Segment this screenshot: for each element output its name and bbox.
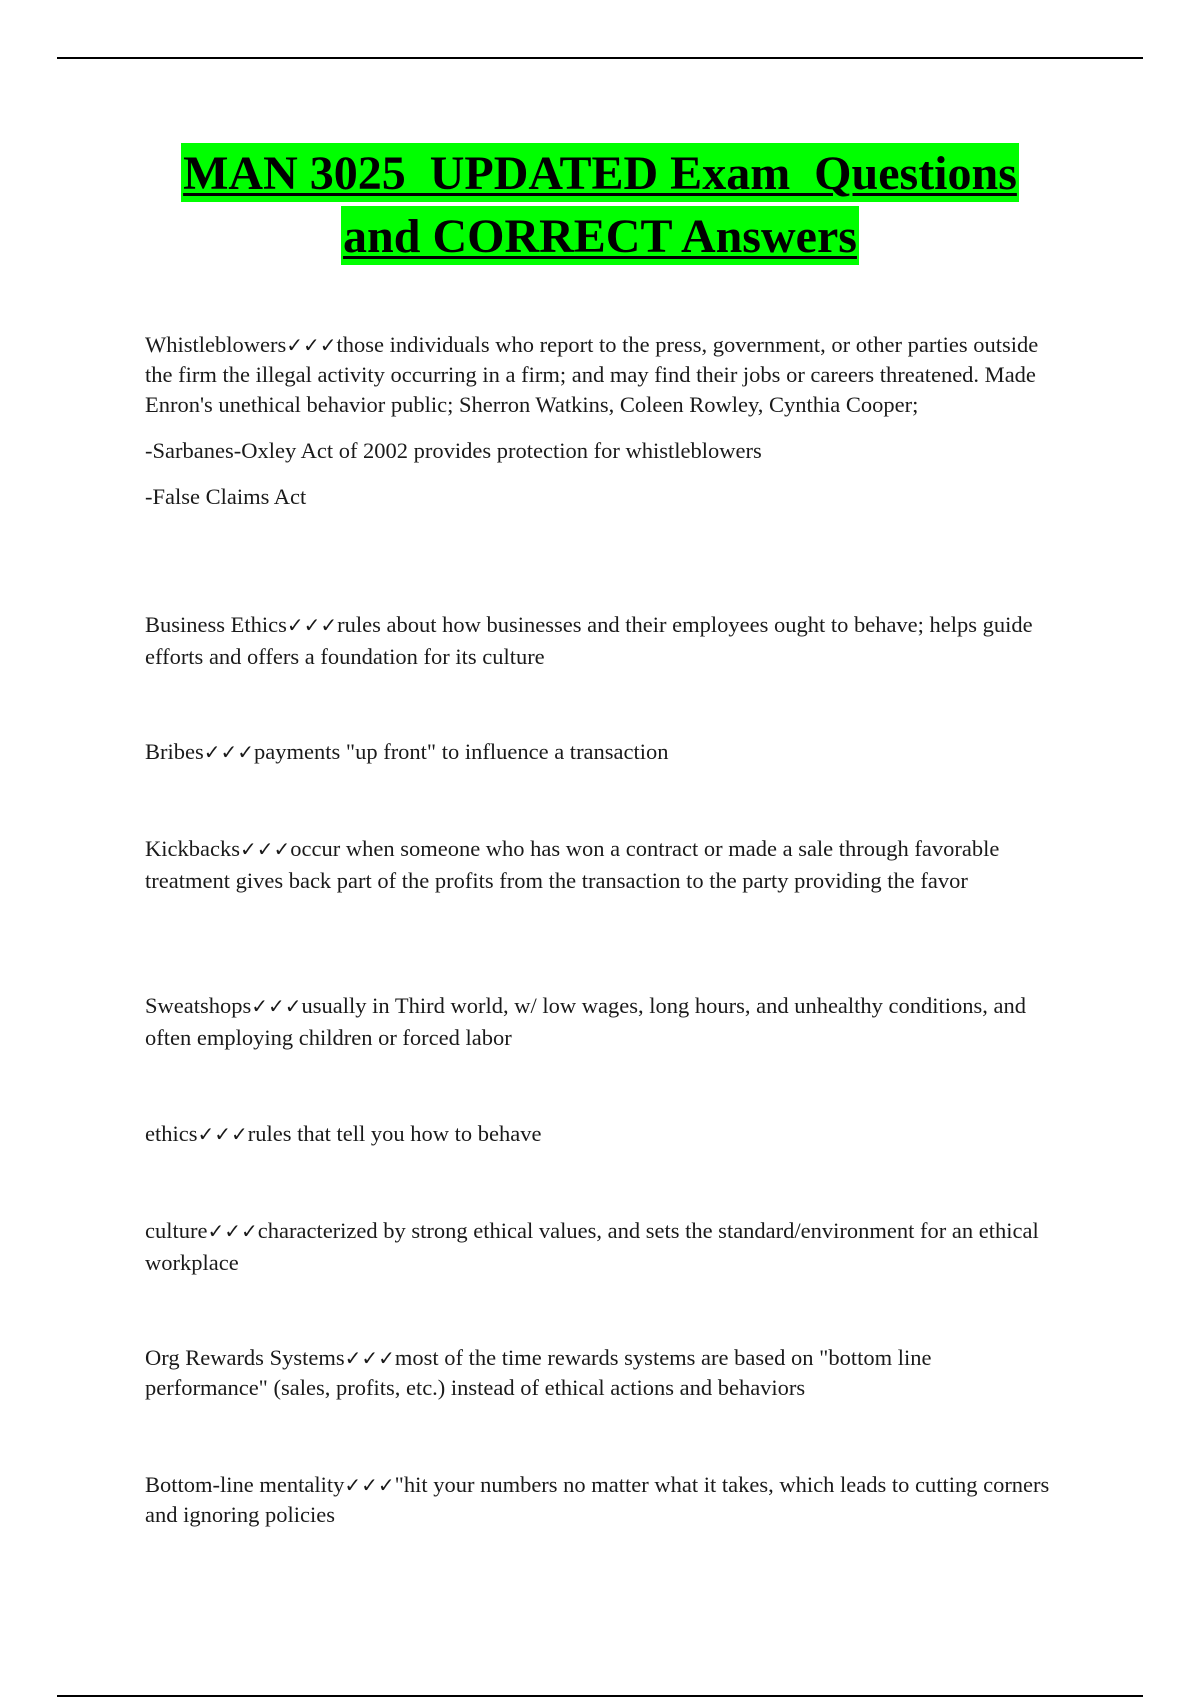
entry-definition: "hit your numbers no matter what it takes, which leads to cutting corners and ignoring policies [145,1472,1050,1527]
check-marks-icon: ✓✓✓ [251,994,302,1018]
check-marks-icon: ✓✓✓ [207,1219,258,1243]
entry-term: Bribes [145,739,204,764]
top-rule [57,57,1143,59]
entry-term: ethics [145,1121,198,1146]
glossary-entry [145,1118,1060,1150]
entry-definition: usually in Third world, w/ low wages, long hours, and unhealthy conditions, and often employing children or forced labor [145,993,1027,1050]
glossary-entry [145,1215,1060,1279]
check-marks-icon: ✓✓✓ [286,333,337,357]
entry-definition: occur when someone who has won a contract or made a sale through favorable treatment gives back part of the profits from the transaction to the party providing the favor [145,836,1000,893]
entry-note: -Sarbanes-Oxley Act of 2002 provides protection for whistleblowers [145,438,762,463]
entry-term: culture [145,1218,208,1243]
glossary-entry [145,609,1060,673]
check-marks-icon: ✓✓✓ [344,1473,395,1497]
entry-term: Sweatshops [145,993,252,1018]
glossary-entry [145,736,1060,768]
entry-note: -False Claims Act [145,484,307,509]
glossary-entry [145,1470,1060,1530]
check-marks-icon: ✓✓✓ [286,613,338,637]
glossary-entry [145,1343,1045,1403]
entry-term: Business Ethics [145,612,287,637]
check-marks-icon: ✓✓✓ [239,837,291,861]
document-title [0,143,1200,265]
entry-term: Org Rewards Systems [145,1345,345,1370]
title-line-2: and CORRECT Answers [341,206,859,265]
entry-term: Whistleblowers [145,332,287,357]
title-line-1: MAN 3025 UPDATED Exam Questions [181,143,1019,202]
entry-definition: rules about how businesses and their employees ought to behave; helps guide efforts and offers a foundation for its culture [145,612,1033,669]
entry-definition: those individuals who report to the press, government, or other parties outside the firm the illegal activity occurring in a firm; and may find their jobs or careers threatened. Made Enron's unethical behavior public; Sherron Watkins, Coleen Rowley, Cynthia Cooper; [145,332,1039,417]
check-marks-icon: ✓✓✓ [203,740,255,764]
entry-definition: rules that tell you how to behave [247,1121,542,1146]
check-marks-icon: ✓✓✓ [344,1346,395,1370]
entry-definition: most of the time rewards systems are based on "bottom line performance" (sales, profits, etc.) instead of ethical actions and behaviors [145,1345,932,1400]
entry-term: Bottom-line mentality [145,1472,345,1497]
glossary-entry [145,833,1045,896]
check-marks-icon: ✓✓✓ [197,1122,248,1146]
entry-definition: payments "up front" to influence a transaction [254,739,669,764]
entry-term: Kickbacks [145,836,240,861]
bottom-rule [57,1695,1143,1697]
glossary-entry [145,330,1045,512]
glossary-entry [145,990,1060,1054]
entry-definition: characterized by strong ethical values, and sets the standard/environment for an ethical workplace [145,1218,1039,1275]
